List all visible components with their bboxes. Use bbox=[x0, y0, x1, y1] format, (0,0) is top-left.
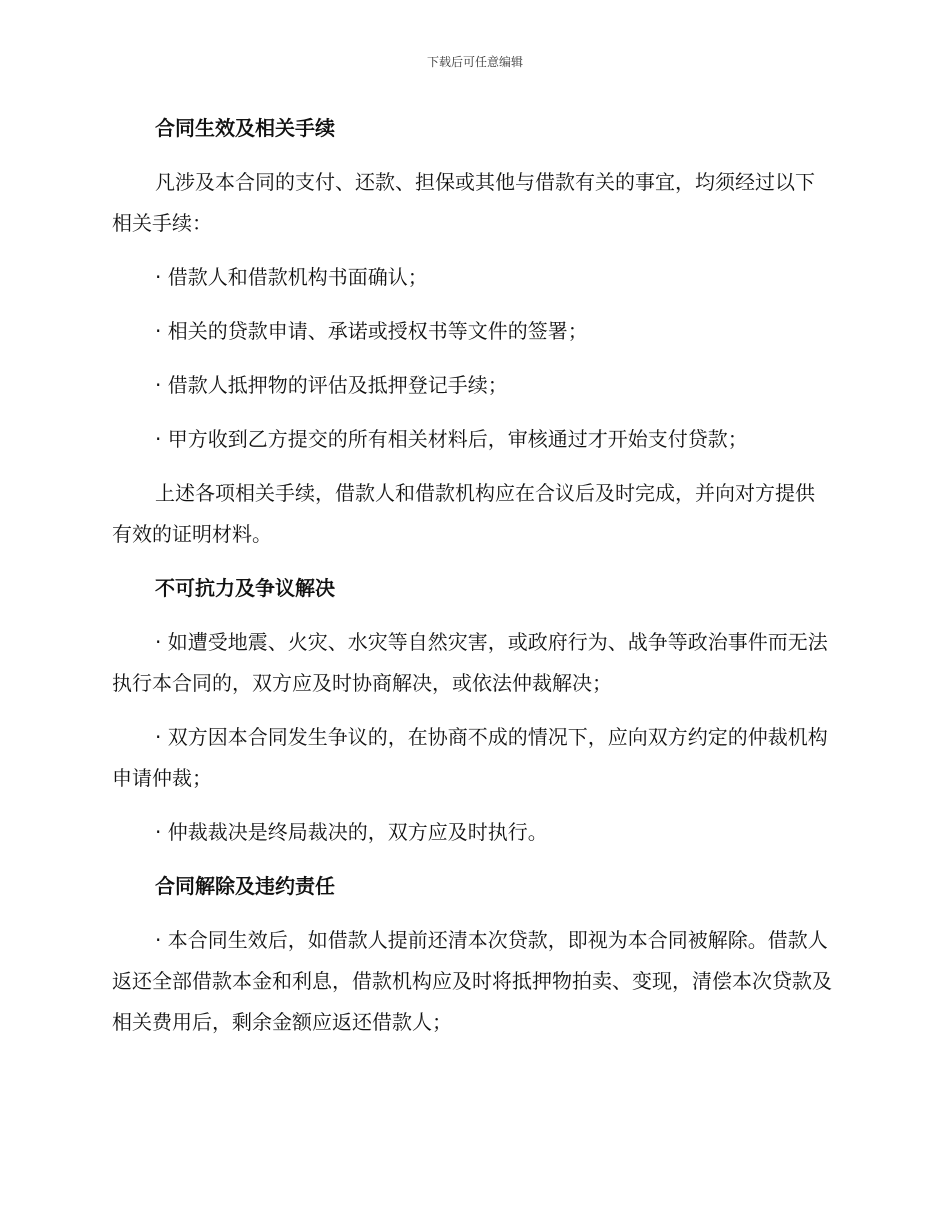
paragraph: 凡涉及本合同的支付、还款、担保或其他与借款有关的事宜，均须经过以下相关手续： bbox=[112, 170, 815, 235]
list-item: · 如遭受地震、火灾、水灾等自然灾害，或政府行为、战争等政治事件而无法执行本合同的，双方应及时协商解决，或依法仲裁解决； bbox=[112, 630, 828, 695]
document-body bbox=[112, 108, 832, 1056]
list-item: · 借款人和借款机构书面确认； bbox=[155, 265, 428, 289]
list-item: · 仲裁裁决是终局裁决的，双方应及时执行。 bbox=[155, 820, 548, 844]
list-item: · 甲方收到乙方提交的所有相关材料后，审核通过才开始支付贷款； bbox=[155, 427, 748, 451]
paragraph: 上述各项相关手续，借款人和借款机构应在合议后及时完成，并向对方提供有效的证明材料。 bbox=[112, 481, 815, 546]
header-note: 下载后可任意编辑 bbox=[426, 55, 523, 69]
list-item: · 双方因本合同发生争议的，在协商不成的情况下，应向双方约定的仲裁机构申请仲裁； bbox=[112, 725, 828, 790]
section-heading: 不可抗力及争议解决 bbox=[155, 576, 335, 600]
list-item: · 本合同生效后，如借款人提前还清本次贷款，即视为本合同被解除。借款人返还全部借款本金和利息，借款机构应及时将抵押物拍卖、变现，清偿本次贷款及相关费用后，剩余金额应返还借款人； bbox=[112, 928, 832, 1034]
list-item: · 相关的贷款申请、承诺或授权书等文件的签署； bbox=[155, 319, 588, 343]
section-heading: 合同生效及相关手续 bbox=[155, 116, 335, 140]
section-heading: 合同解除及违约责任 bbox=[155, 874, 335, 898]
list-item: · 借款人抵押物的评估及抵押登记手续； bbox=[155, 373, 508, 397]
